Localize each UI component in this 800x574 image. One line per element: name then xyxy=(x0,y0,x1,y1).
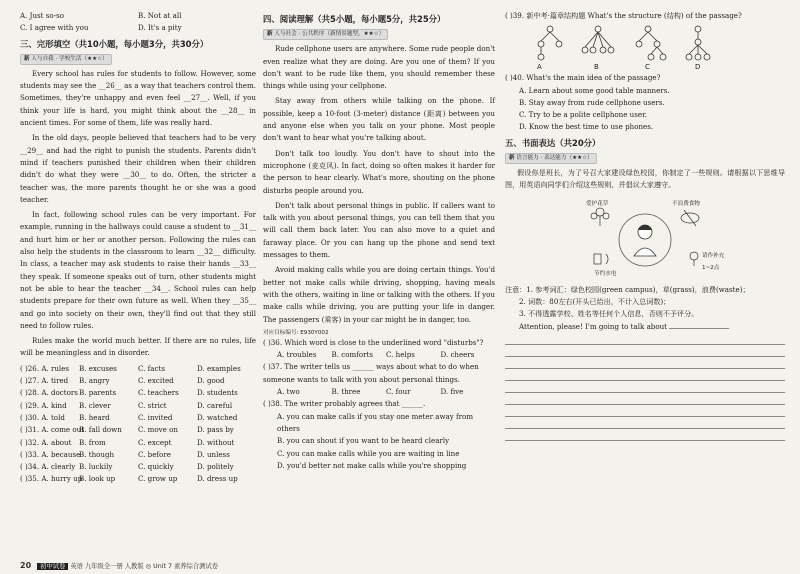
option-d: D. It's a pity xyxy=(138,23,182,33)
cloze-option: B. though xyxy=(79,449,115,459)
structure-trees-icon xyxy=(535,25,735,61)
writing-line xyxy=(505,417,785,429)
reading-paragraph: Don't talk too loudly. You don't have to shout into the microphone (麦克风). In fact, doing so often makes it harder for the person to hear clearly. What's more, shouting on the phone disturbs people around you. xyxy=(263,148,495,195)
cloze-option-row xyxy=(20,437,256,449)
cloze-option-row xyxy=(20,387,256,399)
cloze-option: C. move on xyxy=(138,425,178,435)
cloze-option: B. clever xyxy=(79,400,111,410)
cloze-option: B. from xyxy=(79,437,106,447)
question-37-options xyxy=(263,386,495,398)
new-icon: 新 xyxy=(267,31,273,38)
cloze-option: ( )27. A. tired xyxy=(20,376,69,386)
section-3-tag xyxy=(20,54,112,65)
column-middle xyxy=(263,10,495,472)
cloze-option: C. before xyxy=(138,449,171,459)
column-left xyxy=(20,10,256,486)
question-40: ( )40. What's the main idea of the passage? xyxy=(505,73,661,83)
q36-d: D. cheers xyxy=(440,350,475,360)
new-icon: 新 xyxy=(24,55,30,62)
question-36: ( )36. Which word is close to the underlined word "disturbs"? xyxy=(263,337,484,347)
cloze-option-row xyxy=(20,363,256,375)
option-b: B. Not at all xyxy=(138,11,182,20)
diagram-label-a: A xyxy=(537,63,542,72)
cloze-option: ( )31. A. come out xyxy=(20,425,85,435)
column-right xyxy=(505,10,785,441)
q37-d: D. five xyxy=(440,387,464,397)
cloze-option: ( )33. A. because xyxy=(20,449,81,459)
essay-start-text: Attention, please! I'm going to talk about xyxy=(519,321,668,331)
cloze-option: ( )29. A. kind xyxy=(20,400,67,410)
cloze-option: C. except xyxy=(138,437,172,447)
q38-b: B. you can shout if you want to be heard clearly xyxy=(277,436,450,446)
cloze-option: B. angry xyxy=(79,376,110,386)
structure-diagram xyxy=(535,25,735,71)
note-2: 2. 词数：80左右(开头已给出，不计入总词数)； xyxy=(519,296,671,306)
cloze-option-row xyxy=(20,400,256,412)
writing-line xyxy=(505,393,785,405)
cloze-option: B. luckily xyxy=(79,462,113,472)
reading-paragraph: Don't talk about personal things in public. If callers want to talk with you about personal things, you can tell them that you will call them back later. You can also move to a quiet and faraway place. Or you can hang up the phone and send text messages to them. xyxy=(263,200,495,260)
top-options xyxy=(20,10,256,22)
essay-start xyxy=(505,321,785,333)
question-39: ( )39. 新中考·篇章结构题 What's the structure (结构) of the passage? xyxy=(505,11,742,20)
top-options-2 xyxy=(20,22,256,34)
label-add-more: 请作补充 1~2点 xyxy=(702,252,725,271)
cloze-option-row xyxy=(20,424,256,436)
cloze-option: B. look up xyxy=(79,474,116,484)
cloze-option: D. politely xyxy=(197,462,234,472)
cloze-option-row xyxy=(20,461,256,473)
cloze-option: B. heard xyxy=(79,412,110,422)
section-4-tag xyxy=(263,29,388,40)
cloze-option: ( )35. A. hurry up xyxy=(20,474,83,484)
reading-paragraph: Avoid making calls while you are doing certain things. You'd better not make calls while driving, shopping, having meals with the others, waiting in line or talking with the others. If you make calls while driving, you are putting your life in danger. The passengers (乘客) in your car might be in danger, too. xyxy=(263,265,495,324)
writing-line xyxy=(505,381,785,393)
cloze-option: C. excited xyxy=(138,376,174,386)
q36-a: A. troubles xyxy=(277,350,317,360)
q36-c: C. helps xyxy=(386,350,415,360)
cloze-option: D. students xyxy=(197,388,238,398)
q38-a: A. you can make calls if you stay one meter away from others xyxy=(277,411,474,433)
option-a: A. Just so-so xyxy=(20,11,65,20)
cloze-option: D. careful xyxy=(197,400,233,410)
cloze-option: C. invited xyxy=(138,412,173,422)
note-1: 注意：1. 参考词汇：绿色校园(green campus)，草(grass)，浪费(waste)； xyxy=(505,284,750,294)
cloze-option-row xyxy=(20,449,256,461)
section-5-tag-text: 语言能力 · 表达能力（★★☆） xyxy=(516,155,593,162)
q36-b: B. comforts xyxy=(331,350,373,360)
cloze-option: D. good xyxy=(197,376,225,386)
diagram-label-c: C xyxy=(645,63,650,72)
label-no-waste-food: 不浪费食物 xyxy=(672,200,700,207)
brand-label: 初中试卷 xyxy=(37,563,68,570)
page-footer xyxy=(20,561,218,570)
cloze-option-row xyxy=(20,412,256,424)
q38-d: D. you'd better not make calls while you're shopping xyxy=(277,460,467,470)
diagram-label-b: B xyxy=(594,63,599,72)
cloze-option: ( )34. A. clearly xyxy=(20,462,76,472)
writing-line xyxy=(505,369,785,381)
cloze-option-row xyxy=(20,473,256,485)
cloze-option: C. grow up xyxy=(138,474,178,484)
footer-text: 英语 九年级全一册 人教版 ◎ Unit 7 素养综合测试卷 xyxy=(70,563,219,570)
cloze-option: D. dress up xyxy=(197,474,238,484)
q37-a: A. two xyxy=(277,387,300,397)
cloze-paragraph: In fact, following school rules can be very important. For example, running in the hallways could cause a student to __31__ and hurt him or her or another person. Following the rules can also help the students in the classroom to learn __32__ difficulty. In class, a teacher may ask students to raise their hands __33__ they speak. If someone speaks out of turn, other students might not be able to hear the teacher __34__. School rules can help students prepare for their own future as well. When they __35__ and go into society on their own, they'll find out that they still need to follow rules. xyxy=(20,210,256,330)
diagram-label-d: D xyxy=(695,63,701,72)
section-5-title: 五、书面表达（共20分） xyxy=(505,137,601,148)
writing-line xyxy=(505,405,785,417)
cloze-option: D. watched xyxy=(197,412,238,422)
writing-lines xyxy=(505,333,785,441)
writing-line xyxy=(505,357,785,369)
section-3-title: 三、完形填空（共10小题，每小题3分，共30分） xyxy=(20,38,209,49)
writing-line xyxy=(505,429,785,441)
label-save-water-power: 节约水电 xyxy=(594,270,617,277)
cloze-option-row xyxy=(20,375,256,387)
cloze-option: ( )32. A. about xyxy=(20,437,72,447)
question-37: ( )37. The writer tells us ______ ways about what to do when someone wants to talk with you about personal things. xyxy=(263,362,479,384)
cloze-paragraph: Rules make the world much better. If there are no rules, life will be meaningless and in disorder. xyxy=(20,336,256,358)
cloze-option: C. quickly xyxy=(138,462,174,472)
cloze-option: B. parents xyxy=(79,388,117,398)
new-icon: 新 xyxy=(509,155,515,162)
section-5-tag xyxy=(505,153,597,164)
question-36-options xyxy=(263,349,495,361)
q40-d: D. Know the best time to use phones. xyxy=(519,122,654,132)
note-3: 3. 不得透露学校、姓名等任何个人信息，否则不予评分。 xyxy=(519,309,699,319)
cloze-option: D. pass by xyxy=(197,425,234,435)
page-number: 20 xyxy=(20,561,32,570)
q37-c: C. four xyxy=(386,387,411,397)
cloze-option: C. facts xyxy=(138,363,166,373)
writing-prompt: 假设你是班长，为了号召大家建设绿色校园，你制定了一些规则。请根据以下思维导图，用英语向同学们介绍这些规则，并倡议大家遵守。 xyxy=(505,168,785,190)
essay-start-blank xyxy=(669,328,729,329)
q40-a: A. Learn about some good table manners. xyxy=(519,85,670,95)
q37-b: B. three xyxy=(331,387,361,397)
section-4-title: 四、阅读理解（共5小题，每小题5分，共25分） xyxy=(263,14,446,24)
cloze-option: D. examples xyxy=(197,363,241,373)
reading-paragraph: Stay away from others while talking on the phone. If possible, keep a 10-foot (3-meter) distance (距离) between you and anyone else when you talk on your phone. Most people don't want to hear what you're talking about. xyxy=(263,96,495,143)
option-c: C. I agree with you xyxy=(20,23,89,33)
q38-c: C. you can make calls while you are waiting in line xyxy=(277,448,460,458)
q40-b: B. Stay away from rude cellphone users. xyxy=(519,97,665,107)
cloze-option: C. strict xyxy=(138,400,167,410)
cloze-option: C. teachers xyxy=(138,388,179,398)
writing-line xyxy=(505,345,785,357)
cloze-option: D. unless xyxy=(197,449,230,459)
section-4-tag-text: 人与社会 · 公共秩序（新情景题型，★★☆） xyxy=(274,31,385,38)
mind-map-picture xyxy=(560,196,730,278)
label-protect-plants: 爱护花草 xyxy=(586,200,609,207)
q40-c: C. Try to be a polite cellphone user. xyxy=(519,110,647,120)
reading-paragraph: Rude cellphone users are anywhere. Some rude people don't even realize what they are doing. Are you one of them? If you don't want to be rude like them, you should remember these things while using your cellphone. xyxy=(263,44,495,91)
writing-line xyxy=(505,333,785,345)
cloze-option: B. excuses xyxy=(79,363,117,373)
cloze-option: ( )28. A. doctors xyxy=(20,388,78,398)
cloze-option: ( )30. A. told xyxy=(20,412,65,422)
cloze-option: ( )26. A. rules xyxy=(20,363,70,373)
cloze-options xyxy=(20,363,256,486)
cloze-option: D. without xyxy=(197,437,235,447)
cloze-paragraph: In the old days, people believed that teachers had to be very __29__ and had the right to punish the students. Parents didn't mind if teachers punished their children when their children didn't do what they were __30__ to do. Often, the stricter a teacher was, the more parents thought he or she was a good teacher. xyxy=(20,133,256,204)
section-3-tag-text: 人与自我 · 学校生活（★★☆） xyxy=(31,55,108,62)
cloze-option: B. fall down xyxy=(79,425,122,435)
cloze-paragraph: Every school has rules for students to follow. However, some students may see the __26__ as a way that teachers control them. Sometimes, they're unhappy and even feel __27__. Well, if you think your life is hard, you might think about the __28__ in ancient times. For some of them, life was really hard. xyxy=(20,68,256,128)
question-38: ( )38. The writer probably agrees that ______. xyxy=(263,399,426,409)
target-code: 对应目标编号: E930Y002 xyxy=(263,329,329,336)
